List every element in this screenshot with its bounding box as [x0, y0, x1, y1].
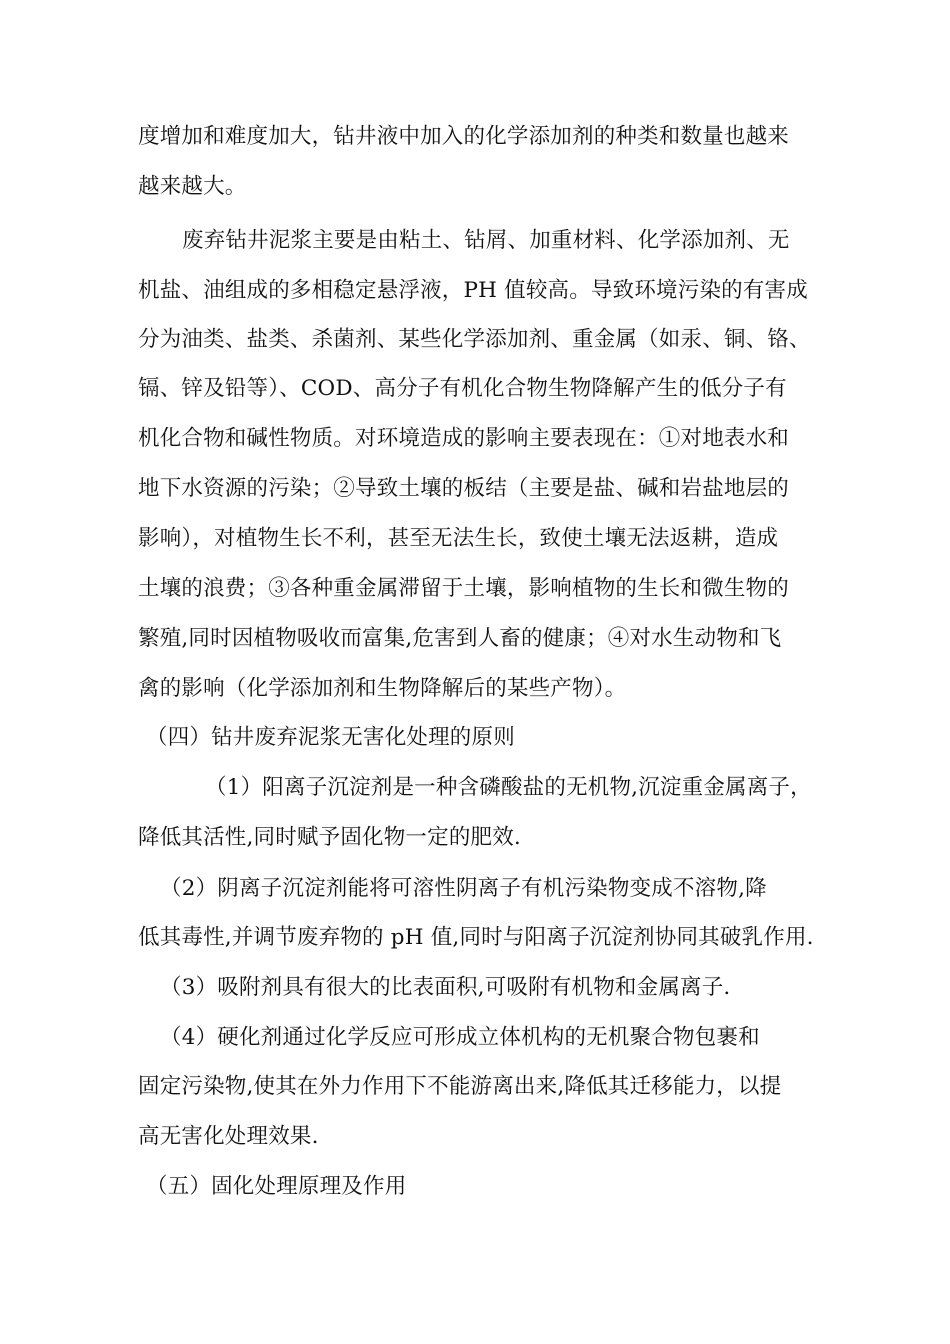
text-line: 高无害化处理效果. [138, 1124, 319, 1149]
text-line: 低其毒性,并调节废弃物的 pH 值,同时与阳离子沉淀剂协同其破乳作用. [138, 925, 814, 950]
text-line: （2）阴离子沉淀剂能将可溶性阴离子有机污染物变成不溶物,降 [160, 876, 767, 901]
text-line: 禽的影响（化学添加剂和生物降解后的某些产物）。 [138, 676, 627, 701]
text-line: 度增加和难度加大，钻井液中加入的化学添加剂的种类和数量也越来 [138, 124, 790, 149]
text-line: 地下水资源的污染；②导致土壤的板结（主要是盐、碱和岩盐地层的 [138, 476, 790, 501]
text-line: 固定污染物,使其在外力作用下不能游离出来,降低其迁移能力，以提 [138, 1074, 782, 1099]
text-line: 繁殖,同时因植物吸收而富集,危害到人畜的健康；④对水生动物和飞 [138, 626, 782, 651]
text-line: 机盐、油组成的多相稳定悬浮液，PH 值较高。导致环境污染的有害成 [138, 278, 808, 303]
text-line: （1）阳离子沉淀剂是一种含磷酸盐的无机物,沉淀重金属离子， [205, 775, 812, 800]
section-heading: （四）钻井废弃泥浆无害化处理的原则 [146, 725, 515, 750]
text-line: 机化合物和碱性物质。对环境造成的影响主要表现在：①对地表水和 [138, 426, 790, 451]
text-line: 土壤的浪费；③各种重金属滞留于土壤，影响植物的生长和微生物的 [138, 576, 790, 601]
text-line: （3）吸附剂具有很大的比表面积,可吸附有机物和金属离子. [160, 975, 731, 1000]
text-line: 分为油类、盐类、杀菌剂、某些化学添加剂、重金属（如汞、铜、铬、 [138, 327, 811, 352]
text-line: 降低其活性,同时赋予固化物一定的肥效. [138, 825, 521, 850]
text-line: （4）硬化剂通过化学反应可形成立体机构的无机聚合物包裹和 [160, 1025, 760, 1050]
section-heading: （五）固化处理原理及作用 [146, 1174, 407, 1199]
text-line: 越来越大。 [138, 174, 247, 199]
text-line: 废弃钻井泥浆主要是由粘土、钻屑、加重材料、化学添加剂、无 [182, 228, 790, 253]
text-line: 影响），对植物生长不利，甚至无法生长，致使土壤无法返耕，造成 [138, 526, 779, 551]
text-line: 镉、锌及铅等）、COD、高分子有机化合物生物降解产生的低分子有 [138, 376, 787, 401]
